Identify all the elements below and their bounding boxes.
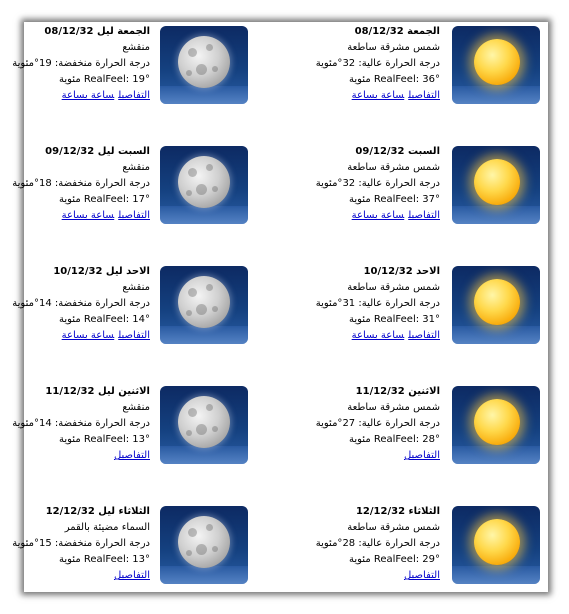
icon-horizon — [160, 566, 248, 584]
forecast-row — [12, 262, 548, 362]
forecast-date-title: الاثنين ليل 11/12/32 — [45, 386, 150, 397]
icon-horizon — [160, 86, 248, 104]
details-link[interactable]: التفاصيل — [113, 570, 150, 581]
moon-crater — [186, 550, 192, 556]
forecast-date-title: السبت ليل 09/12/32 — [45, 146, 150, 157]
moon-crater — [188, 528, 197, 537]
details-link[interactable]: التفاصيل — [118, 330, 150, 341]
forecast-realfeel: RealFeel: 28° مئوية — [349, 434, 440, 445]
forecast-text — [290, 144, 440, 224]
forecast-text — [290, 384, 440, 464]
moon-crater — [186, 310, 192, 316]
forecast-condition: السماء مضيئة بالقمر — [64, 522, 150, 533]
icon-horizon — [452, 206, 540, 224]
moon-crater — [188, 48, 197, 57]
moon-crater — [188, 288, 197, 297]
sunny-weather-icon — [452, 26, 540, 104]
forecast-temperature: درجة الحرارة منخفضة: 19°مئوية — [12, 58, 150, 69]
sunny-weather-icon — [452, 386, 540, 464]
hourly-link[interactable]: ساعة بساعة — [61, 210, 115, 221]
forecast-temperature: درجة الحرارة منخفضة: 18°مئوية — [12, 178, 150, 189]
moon-crater — [212, 426, 218, 432]
night-forecast-cell — [12, 262, 274, 362]
forecast-temperature: درجة الحرارة منخفضة: 14°مئوية — [12, 418, 150, 429]
icon-horizon — [160, 206, 248, 224]
forecast-realfeel: RealFeel: 31° مئوية — [349, 314, 440, 325]
icon-horizon — [452, 86, 540, 104]
forecast-condition: شمس مشرقة ساطعة — [347, 282, 440, 293]
forecast-temperature: درجة الحرارة عالية: 27°مئوية — [315, 418, 440, 429]
sun-icon — [474, 519, 520, 565]
moon-icon — [178, 516, 230, 568]
sun-icon — [474, 159, 520, 205]
forecast-condition: شمس مشرقة ساطعة — [347, 522, 440, 533]
forecast-links — [290, 208, 440, 224]
forecast-links — [290, 568, 440, 584]
forecast-temperature: درجة الحرارة منخفضة: 15°مئوية — [12, 538, 150, 549]
forecast-text — [0, 264, 150, 344]
clear-night-weather-icon — [160, 506, 248, 584]
details-link[interactable]: التفاصيل — [408, 330, 440, 341]
forecast-realfeel: RealFeel: 29° مئوية — [349, 554, 440, 565]
forecast-realfeel: RealFeel: 17° مئوية — [59, 194, 150, 205]
forecast-links — [0, 208, 150, 224]
sun-icon — [474, 39, 520, 85]
forecast-links — [0, 448, 150, 464]
forecast-condition: شمس مشرقة ساطعة — [347, 402, 440, 413]
hourly-link[interactable]: ساعة بساعة — [351, 330, 405, 341]
details-link[interactable]: التفاصيل — [113, 450, 150, 461]
forecast-date-title: الجمعة 08/12/32 — [354, 26, 440, 37]
sunny-weather-icon — [452, 266, 540, 344]
moon-crater — [196, 304, 207, 315]
sun-icon — [474, 279, 520, 325]
hourly-link[interactable]: ساعة بساعة — [61, 330, 115, 341]
night-forecast-cell — [12, 502, 274, 602]
forecast-temperature: درجة الحرارة عالية: 28°مئوية — [315, 538, 440, 549]
details-link[interactable]: التفاصيل — [408, 90, 440, 101]
day-forecast-cell — [286, 382, 536, 482]
forecast-condition: منقشع — [122, 42, 150, 53]
details-link[interactable]: التفاصيل — [403, 450, 440, 461]
forecast-condition: منقشع — [122, 402, 150, 413]
forecast-text — [0, 504, 150, 584]
forecast-links — [0, 328, 150, 344]
night-forecast-cell — [12, 382, 274, 482]
forecast-links — [290, 328, 440, 344]
forecast-row — [12, 142, 548, 242]
forecast-realfeel: RealFeel: 14° مئوية — [59, 314, 150, 325]
forecast-date-title: الثلاثاء ليل 12/12/32 — [45, 506, 150, 517]
details-link[interactable]: التفاصيل — [403, 570, 440, 581]
forecast-realfeel: RealFeel: 19° مئوية — [59, 74, 150, 85]
day-forecast-cell — [286, 142, 536, 242]
forecast-grid — [12, 22, 548, 592]
clear-night-weather-icon — [160, 266, 248, 344]
sunny-weather-icon — [452, 506, 540, 584]
icon-horizon — [452, 446, 540, 464]
forecast-row — [12, 502, 548, 602]
forecast-date-title: السبت 09/12/32 — [355, 146, 440, 157]
forecast-row — [12, 22, 548, 122]
forecast-temperature: درجة الحرارة منخفضة: 14°مئوية — [12, 298, 150, 309]
hourly-link[interactable]: ساعة بساعة — [351, 90, 405, 101]
night-forecast-cell — [12, 142, 274, 242]
forecast-date-title: الاحد ليل 10/12/32 — [53, 266, 150, 277]
hourly-link[interactable]: ساعة بساعة — [61, 90, 115, 101]
moon-crater — [186, 430, 192, 436]
moon-crater — [196, 544, 207, 555]
moon-crater — [186, 70, 192, 76]
moon-crater — [206, 404, 213, 411]
forecast-row — [12, 382, 548, 482]
forecast-text — [0, 144, 150, 224]
sun-icon — [474, 399, 520, 445]
clear-night-weather-icon — [160, 146, 248, 224]
forecast-realfeel: RealFeel: 36° مئوية — [349, 74, 440, 85]
moon-crater — [212, 66, 218, 72]
forecast-condition: شمس مشرقة ساطعة — [347, 42, 440, 53]
forecast-text — [0, 24, 150, 104]
forecast-text — [290, 264, 440, 344]
details-link[interactable]: التفاصيل — [118, 90, 150, 101]
forecast-realfeel: RealFeel: 13° مئوية — [59, 554, 150, 565]
moon-crater — [186, 190, 192, 196]
forecast-date-title: الاثنين 11/12/32 — [355, 386, 440, 397]
moon-crater — [206, 524, 213, 531]
forecast-links — [0, 568, 150, 584]
forecast-realfeel: RealFeel: 13° مئوية — [59, 434, 150, 445]
forecast-condition: شمس مشرقة ساطعة — [347, 162, 440, 173]
moon-crater — [188, 408, 197, 417]
moon-crater — [196, 64, 207, 75]
sunny-weather-icon — [452, 146, 540, 224]
moon-icon — [178, 276, 230, 328]
moon-crater — [196, 424, 207, 435]
moon-crater — [196, 184, 207, 195]
moon-icon — [178, 36, 230, 88]
night-forecast-cell — [12, 22, 274, 122]
forecast-condition: منقشع — [122, 162, 150, 173]
forecast-text — [290, 504, 440, 584]
day-forecast-cell — [286, 262, 536, 362]
hourly-link[interactable]: ساعة بساعة — [351, 210, 405, 221]
forecast-links — [0, 88, 150, 104]
icon-horizon — [160, 446, 248, 464]
details-link[interactable]: التفاصيل — [408, 210, 440, 221]
forecast-date-title: الجمعة ليل 08/12/32 — [44, 26, 150, 37]
moon-crater — [212, 546, 218, 552]
day-forecast-cell — [286, 502, 536, 602]
forecast-condition: منقشع — [122, 282, 150, 293]
icon-horizon — [160, 326, 248, 344]
forecast-temperature: درجة الحرارة عالية: 32°مئوية — [315, 58, 440, 69]
moon-crater — [188, 168, 197, 177]
moon-crater — [206, 44, 213, 51]
clear-night-weather-icon — [160, 386, 248, 464]
forecast-realfeel: RealFeel: 37° مئوية — [349, 194, 440, 205]
forecast-temperature: درجة الحرارة عالية: 32°مئوية — [315, 178, 440, 189]
forecast-panel — [12, 22, 548, 592]
moon-crater — [206, 284, 213, 291]
forecast-links — [290, 88, 440, 104]
forecast-links — [290, 448, 440, 464]
icon-horizon — [452, 566, 540, 584]
moon-crater — [206, 164, 213, 171]
forecast-date-title: الثلاثاء 12/12/32 — [355, 506, 440, 517]
day-forecast-cell — [286, 22, 536, 122]
forecast-text — [0, 384, 150, 464]
moon-icon — [178, 396, 230, 448]
forecast-date-title: الاحد 10/12/32 — [363, 266, 440, 277]
moon-crater — [212, 306, 218, 312]
moon-icon — [178, 156, 230, 208]
moon-crater — [212, 186, 218, 192]
forecast-temperature: درجة الحرارة عالية: 31°مئوية — [315, 298, 440, 309]
details-link[interactable]: التفاصيل — [118, 210, 150, 221]
forecast-text — [290, 24, 440, 104]
clear-night-weather-icon — [160, 26, 248, 104]
icon-horizon — [452, 326, 540, 344]
